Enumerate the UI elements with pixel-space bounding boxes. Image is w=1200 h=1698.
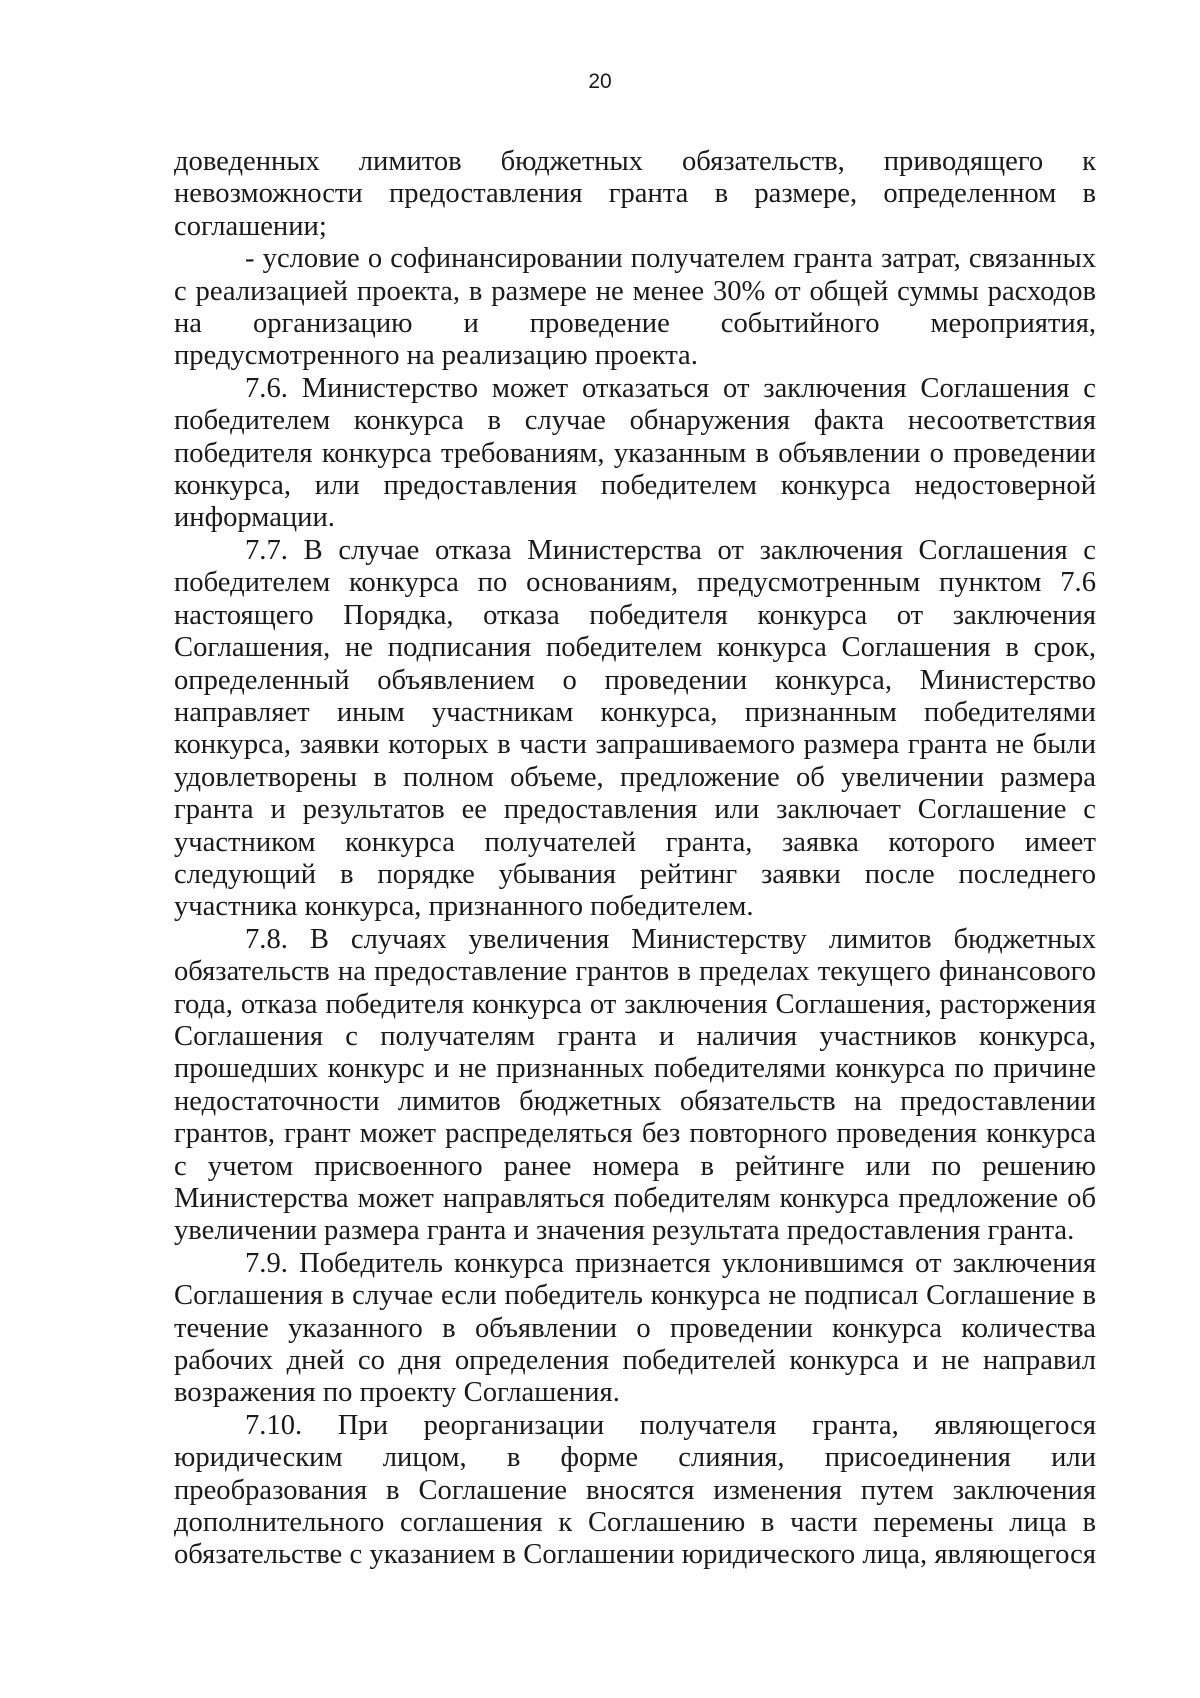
paragraph-7-8: 7.8. В случаях увеличения Министерству лимитов бюджетных обязательств на предоставление грантов в пределах текущего финансового года, отказа победителя конкурса от заключения Соглашения, расторжения Соглашения с получателям гранта и наличия участников конкурса, прошедших конкурс и не признанных победителями конкурса по причине недостаточности лимитов бюджетных обязательств на предоставлении грантов, грант может распределяться без повторного проведения конкурса с учетом присвоенного ранее номера в рейтинге или по решению Министерства может направляться победителям конкурса предложение об увеличении размера гранта и значения результата предоставления гранта.	[174, 923, 1096, 1247]
paragraph-7-7: 7.7. В случае отказа Министерства от заключения Соглашения с победителем конкурса по основаниям, предусмотренным пунктом 7.6 настоящего Порядка, отказа победителя конкурса от заключения Соглашения, не подписания победителем конкурса Соглашения в срок, определенный объявлением о проведении конкурса, Министерство направляет иным участникам конкурса, признанным победителями конкурса, заявки которых в части запрашиваемого размера гранта не были удовлетворены в полном объеме, предложение об увеличении размера гранта и результатов ее предоставления или заключает Соглашение с участником конкурса получателей гранта, заявка которого имеет следующий в порядке убывания рейтинг заявки после последнего участника конкурса, признанного победителем.	[174, 534, 1096, 923]
paragraph-7-10: 7.10. При реорганизации получателя гранта, являющегося юридическим лицом, в форме слияния, присоединения или преобразования в Соглашение вносятся изменения путем заключения дополнительного соглашения к Соглашению в части перемены лица в обязательстве с указанием в Соглашении юридического лица, являющегося	[174, 1409, 1096, 1571]
document-body	[174, 146, 1096, 1572]
page-number: 20	[588, 70, 612, 93]
paragraph-7-6: 7.6. Министерство может отказаться от заключения Соглашения с победителем конкурса в случае обнаружения факта несоответствия победителя конкурса требованиям, указанным в объявлении о проведении конкурса, или предоставления победителем конкурса недостоверной информации.	[174, 372, 1096, 534]
paragraph-7-9: 7.9. Победитель конкурса признается уклонившимся от заключения Соглашения в случае если победитель конкурса не подписал Соглашение в течение указанного в объявлении о проведении конкурса количества рабочих дней со дня определения победителей конкурса и не направил возражения по проекту Соглашения.	[174, 1247, 1096, 1409]
paragraph-cofinancing-condition: - условие о софинансировании получателем гранта затрат, связанных с реализацией проекта, в размере не менее 30% от общей суммы расходов на организацию и проведение событийного мероприятия, предусмотренного на реализацию проекта.	[174, 243, 1096, 372]
paragraph-continuation: доведенных лимитов бюджетных обязательств, приводящего к невозможности предоставления гранта в размере, определенном в соглашении;	[174, 146, 1096, 242]
